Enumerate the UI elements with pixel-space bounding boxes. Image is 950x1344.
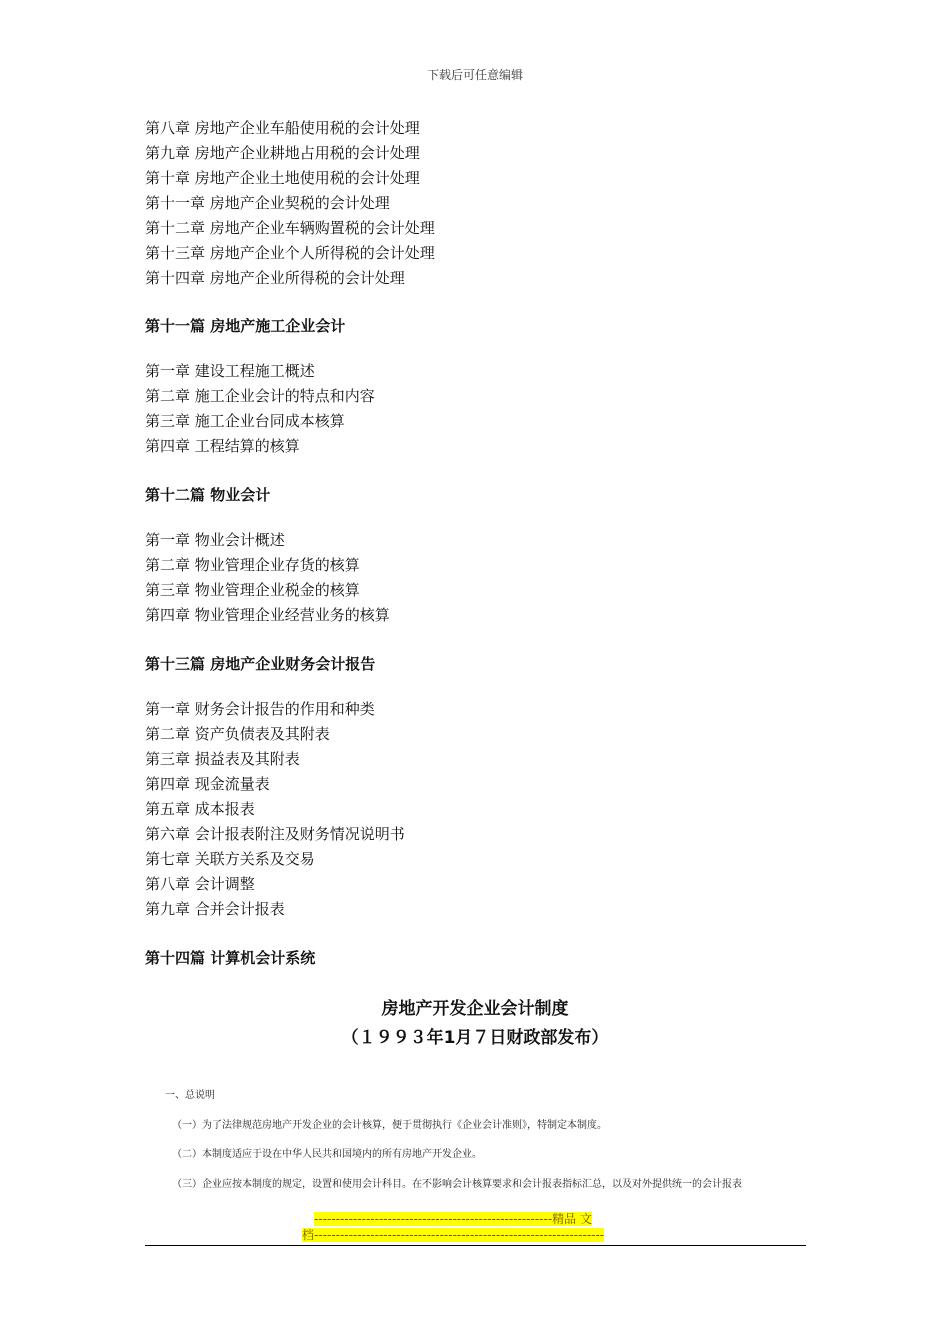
chapter-item: 第一章 财务会计报告的作用和种类 — [145, 700, 375, 718]
part-title-11: 第十一篇 房地产施工企业会计 — [145, 317, 346, 335]
document-title: 房地产开发企业会计制度 — [381, 999, 569, 1019]
chapter-item: 第一章 物业会计概述 — [145, 531, 285, 549]
page-header: 下载后可任意编辑 — [426, 68, 523, 82]
chapter-item: 第三章 损益表及其附表 — [145, 750, 300, 768]
chapter-item: 第六章 会计报表附注及财务情况说明书 — [145, 825, 405, 843]
footer-line: 档------------------------------------------------------------------- — [302, 1228, 605, 1242]
chapter-item: 第四章 现金流量表 — [145, 775, 270, 793]
chapter-item: 第七章 关联方关系及交易 — [145, 850, 315, 868]
part-title-12: 第十二篇 物业会计 — [145, 486, 271, 504]
chapter-list-tax — [145, 116, 435, 291]
chapter-item: 第三章 施工企业台同成本核算 — [145, 412, 345, 430]
chapter-item: 第二章 施工企业会计的特点和内容 — [145, 387, 375, 405]
document-subtitle: （１９９３年1月７日财政部发布） — [341, 1028, 609, 1048]
chapter-item: 第四章 物业管理企业经营业务的核算 — [145, 606, 390, 624]
chapter-list-reports — [145, 697, 405, 922]
paragraph: （三）企业应按本制度的规定，设置和使用会计科目。在不影响会计核算要求和会计报表指标汇总，以及对外提供统一的会计报表 — [172, 1179, 742, 1190]
chapter-item: 第八章 房地产企业车船使用税的会计处理 — [145, 119, 420, 137]
chapter-item: 第十二章 房地产企业车辆购置税的会计处理 — [145, 219, 435, 237]
chapter-item: 第一章 建设工程施工概述 — [145, 362, 315, 380]
chapter-item: 第五章 成本报表 — [145, 800, 255, 818]
chapter-item: 第九章 房地产企业耕地占用税的会计处理 — [145, 144, 420, 162]
chapter-item: 第三章 物业管理企业税金的核算 — [145, 581, 360, 599]
chapter-item: 第十章 房地产企业土地使用税的会计处理 — [145, 169, 420, 187]
chapter-list-property — [145, 528, 390, 628]
chapter-item: 第二章 资产负债表及其附表 — [145, 725, 330, 743]
part-title-14: 第十四篇 计算机会计系统 — [145, 949, 316, 967]
paragraph: （一）为了法律规范房地产开发企业的会计核算，便于贯彻执行《企业会计准则》，特制定本制度。 — [172, 1120, 607, 1131]
chapter-item: 第十四章 房地产企业所得税的会计处理 — [145, 269, 405, 287]
paragraph: （二）本制度适应于设在中华人民共和国境内的所有房地产开发企业。 — [172, 1149, 482, 1160]
section-heading: 一、总说明 — [165, 1090, 215, 1101]
chapter-item: 第十一章 房地产企业契税的会计处理 — [145, 194, 390, 212]
part-title-13: 第十三篇 房地产企业财务会计报告 — [145, 655, 376, 673]
chapter-list-construction — [145, 359, 375, 459]
chapter-item: 第十三章 房地产企业个人所得税的会计处理 — [145, 244, 435, 262]
chapter-item: 第九章 合并会计报表 — [145, 900, 285, 918]
chapter-item: 第四章 工程结算的核算 — [145, 437, 300, 455]
chapter-item: 第八章 会计调整 — [145, 875, 255, 893]
footer-line: -------------------------------------------------------精品 文 — [314, 1212, 592, 1226]
chapter-item: 第二章 物业管理企业存货的核算 — [145, 556, 360, 574]
footer-watermark — [302, 1211, 648, 1243]
footer-divider — [145, 1245, 806, 1246]
